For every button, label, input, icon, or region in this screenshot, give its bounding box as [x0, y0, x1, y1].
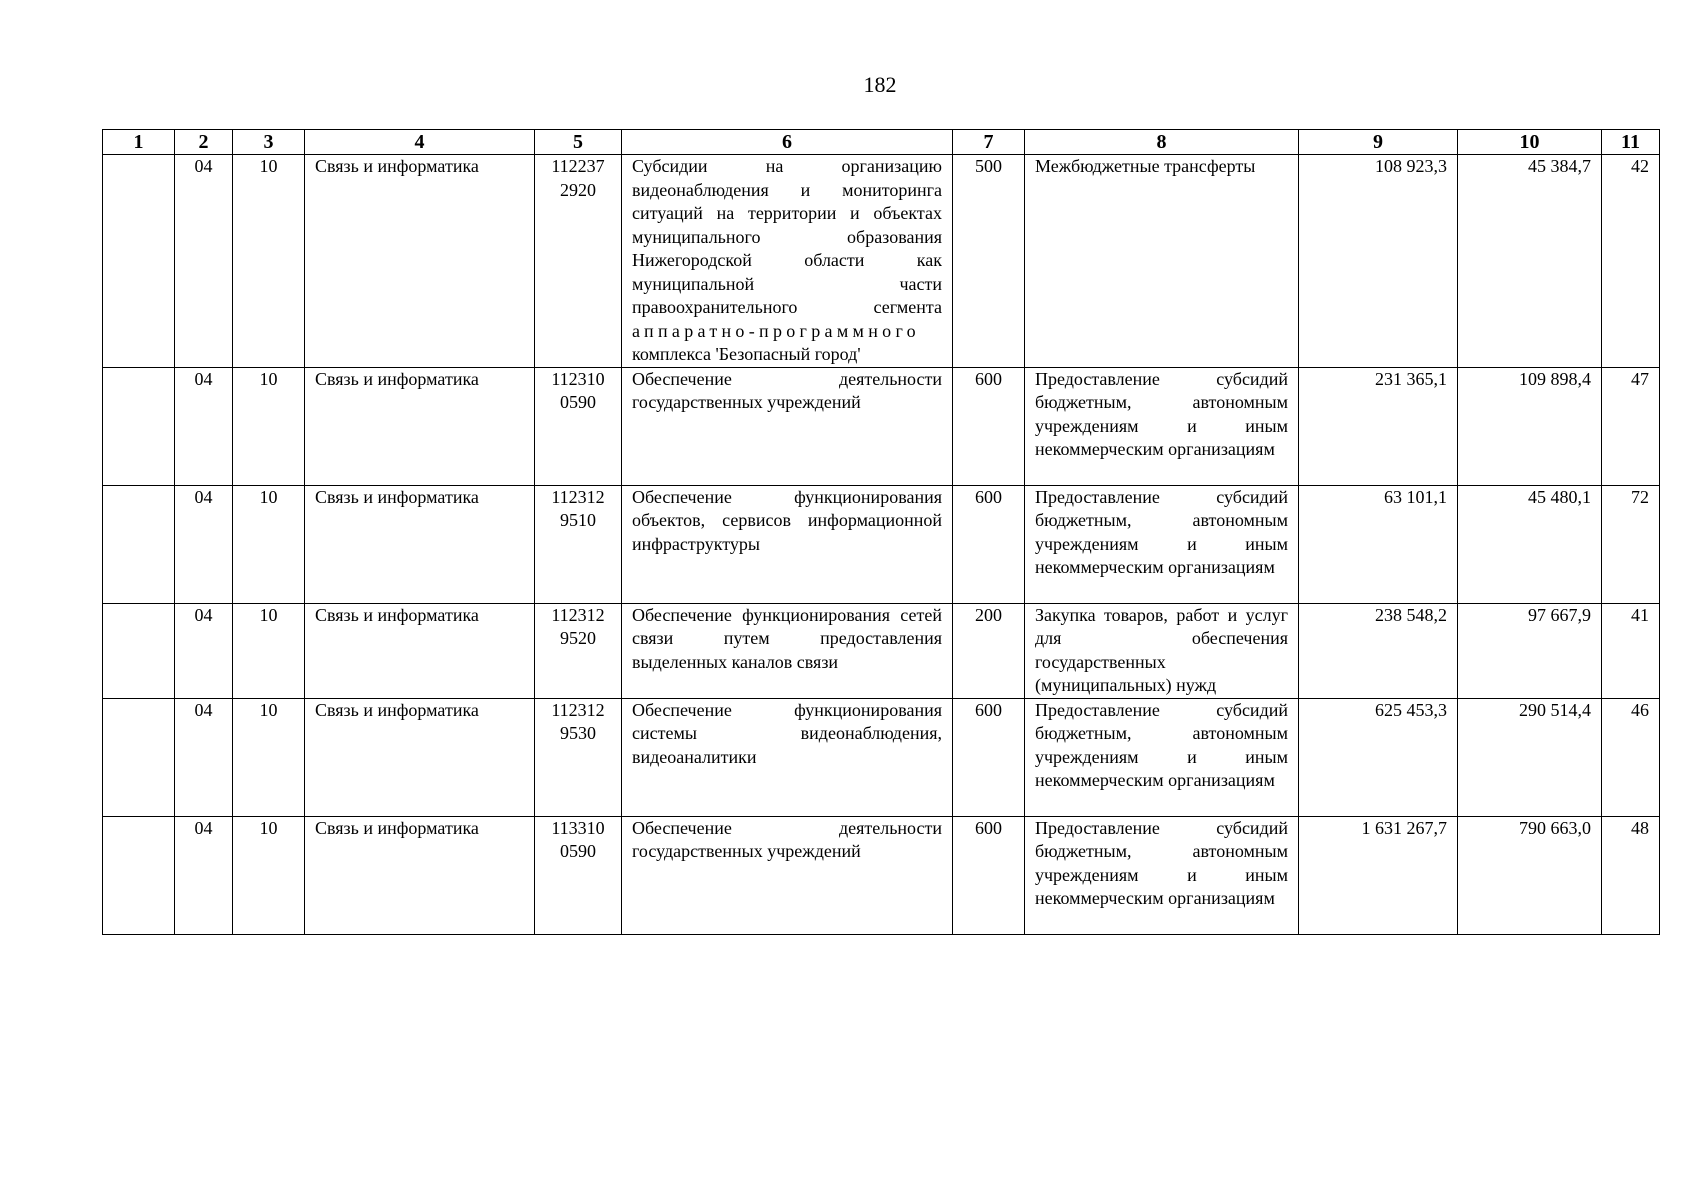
cell-section: 04: [175, 698, 233, 816]
cell-amount-9: 625 453,3: [1299, 698, 1458, 816]
cell-target-code: 112310 0590: [535, 367, 622, 485]
column-header: 10: [1458, 130, 1602, 155]
cell-amount-9: 1 631 267,7: [1299, 816, 1458, 934]
column-header: 8: [1025, 130, 1299, 155]
cell-target-name: Обеспечение функционирования сетей связи путем предоставления выделенных каналов связи: [622, 603, 953, 698]
cell-c1: [103, 816, 175, 934]
cell-target-code: 112312 9510: [535, 485, 622, 603]
cell-amount-11: 41: [1602, 603, 1660, 698]
cell-section: 04: [175, 485, 233, 603]
cell-target-name: Обеспечение функционирования системы видеонаблюдения, видеоаналитики: [622, 698, 953, 816]
cell-expense-name: Предоставление субсидий бюджетным, автономным учреждениям и иным некоммерческим организациям: [1025, 485, 1299, 603]
cell-subsection: 10: [233, 816, 305, 934]
cell-amount-11: 47: [1602, 367, 1660, 485]
table-row: [103, 155, 1660, 368]
cell-c1: [103, 367, 175, 485]
cell-expense-name: Закупка товаров, работ и услуг для обеспечения государственных (муниципальных) нужд: [1025, 603, 1299, 698]
cell-expense-name: Предоставление субсидий бюджетным, автономным учреждениям и иным некоммерческим организациям: [1025, 816, 1299, 934]
cell-expense-code: 500: [953, 155, 1025, 368]
cell-target-name: Обеспечение деятельности государственных учреждений: [622, 816, 953, 934]
cell-c1: [103, 155, 175, 368]
page-number: 182: [863, 72, 897, 97]
cell-expense-code: 600: [953, 485, 1025, 603]
table-row: [103, 603, 1660, 698]
table-header-row: [103, 130, 1660, 155]
column-header: 6: [622, 130, 953, 155]
cell-amount-10: 45 480,1: [1458, 485, 1602, 603]
cell-expense-code: 600: [953, 816, 1025, 934]
cell-target-name: [622, 155, 953, 368]
cell-target-code: 112312 9530: [535, 698, 622, 816]
cell-section: 04: [175, 603, 233, 698]
cell-subsection-name: Связь и информатика: [305, 816, 535, 934]
cell-c1: [103, 603, 175, 698]
cell-amount-11: 48: [1602, 816, 1660, 934]
cell-expense-code: 200: [953, 603, 1025, 698]
cell-subsection-name: Связь и информатика: [305, 698, 535, 816]
cell-subsection-name: Связь и информатика: [305, 603, 535, 698]
cell-subsection-name: Связь и информатика: [305, 155, 535, 368]
cell-section: 04: [175, 367, 233, 485]
cell-section: 04: [175, 816, 233, 934]
cell-amount-11: 72: [1602, 485, 1660, 603]
cell-subsection: 10: [233, 603, 305, 698]
cell-amount-10: 97 667,9: [1458, 603, 1602, 698]
column-header: 9: [1299, 130, 1458, 155]
cell-subsection-name: Связь и информатика: [305, 485, 535, 603]
column-header: 3: [233, 130, 305, 155]
cell-expense-name: Предоставление субсидий бюджетным, автономным учреждениям и иным некоммерческим организациям: [1025, 367, 1299, 485]
column-header: 5: [535, 130, 622, 155]
column-header: 7: [953, 130, 1025, 155]
cell-target-name-spaced: аппаратно-программного: [632, 320, 920, 341]
cell-expense-name: Межбюджетные трансферты: [1025, 155, 1299, 368]
table-row: [103, 816, 1660, 934]
column-header: 4: [305, 130, 535, 155]
cell-target-name: Обеспечение функционирования объектов, сервисов информационной инфраструктуры: [622, 485, 953, 603]
cell-target-code: 113310 0590: [535, 816, 622, 934]
cell-subsection: 10: [233, 698, 305, 816]
table-row: [103, 698, 1660, 816]
table-row: [103, 485, 1660, 603]
cell-amount-11: 42: [1602, 155, 1660, 368]
cell-amount-10: 45 384,7: [1458, 155, 1602, 368]
cell-section: 04: [175, 155, 233, 368]
column-header: 2: [175, 130, 233, 155]
cell-amount-9: 231 365,1: [1299, 367, 1458, 485]
cell-amount-9: 63 101,1: [1299, 485, 1458, 603]
cell-subsection: 10: [233, 367, 305, 485]
cell-expense-code: 600: [953, 367, 1025, 485]
cell-c1: [103, 698, 175, 816]
cell-amount-10: 290 514,4: [1458, 698, 1602, 816]
cell-target-code: 112237 2920: [535, 155, 622, 368]
column-header: 11: [1602, 130, 1660, 155]
cell-expense-code: 600: [953, 698, 1025, 816]
cell-subsection: 10: [233, 485, 305, 603]
cell-amount-10: 790 663,0: [1458, 816, 1602, 934]
cell-target-name: Обеспечение деятельности государственных учреждений: [622, 367, 953, 485]
column-header: 1: [103, 130, 175, 155]
cell-amount-9: 108 923,3: [1299, 155, 1458, 368]
cell-amount-9: 238 548,2: [1299, 603, 1458, 698]
table-row: [103, 367, 1660, 485]
cell-expense-name: Предоставление субсидий бюджетным, автономным учреждениям и иным некоммерческим организациям: [1025, 698, 1299, 816]
cell-c1: [103, 485, 175, 603]
cell-subsection-name: Связь и информатика: [305, 367, 535, 485]
cell-target-name-text: Субсидии на организацию видеонаблюдения и мониторинга ситуаций на территории и объектах муниципального образования Нижегородской области как муниципальной части правоохранительного сегмента: [632, 156, 942, 317]
cell-amount-11: 46: [1602, 698, 1660, 816]
cell-target-name-tail: комплекса 'Безопасный город': [632, 344, 861, 364]
cell-subsection: 10: [233, 155, 305, 368]
cell-amount-10: 109 898,4: [1458, 367, 1602, 485]
budget-table: [102, 129, 1660, 935]
cell-target-code: 112312 9520: [535, 603, 622, 698]
